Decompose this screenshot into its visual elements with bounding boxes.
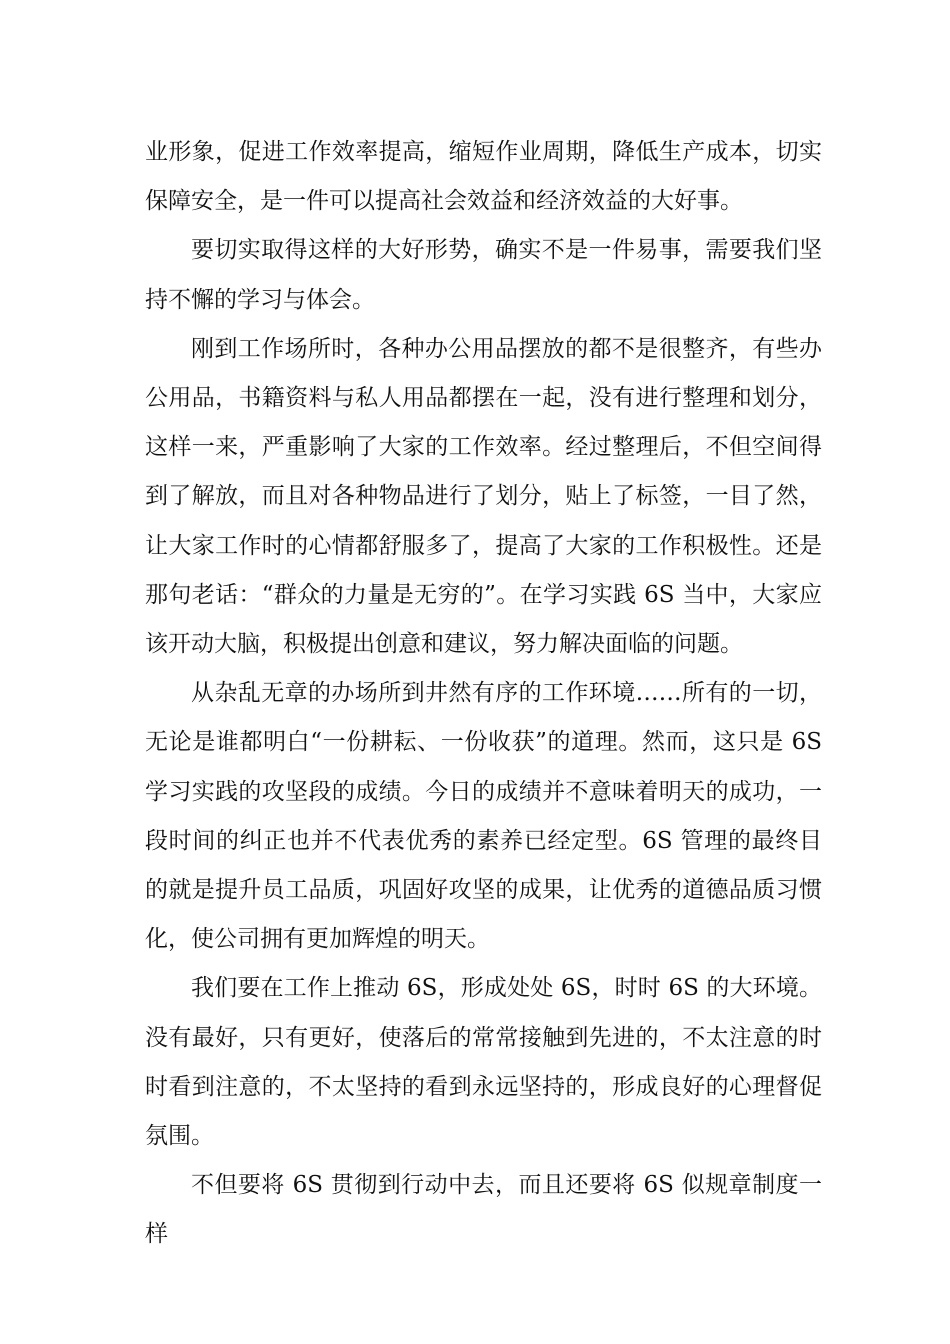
paragraph-3: 刚到工作场所时，各种办公用品摆放的都不是很整齐，有些办公用品，书籍资料与私人用品都摆在一起，没有进行整理和划分，这样一来，严重影响了大家的工作效率。经过整理后，不但空间得到了解放，而且对各种物品进行了划分，贴上了标签，一目了然，让大家工作时的心情都舒服多了，提高了大家的工作积极性。还是那句老话：“群众的力量是无穷的”。在学习实践 6S 当中，大家应该开动大脑，积极提出创意和建议，努力解决面临的问题。: [145, 335, 822, 658]
paragraph-5: 我们要在工作上推动 6S，形成处处 6S，时时 6S 的大环境。没有最好，只有更好，使落后的常常接触到先进的，不太注意的时时看到注意的，不太坚持的看到永远坚持的，形成良好的心理督促氛围。: [145, 975, 822, 1150]
paragraph-6: 不但要将 6S 贯彻到行动中去，而且还要将 6S 似规章制度一样: [145, 1172, 822, 1248]
paragraph-4: 从杂乱无章的办场所到井然有序的工作环境……所有的一切，无论是谁都明白“一份耕耘、一份收获”的道理。然而，这只是 6S 学习实践的攻坚段的成绩。今日的成绩并不意味着明天的成功，一段时间的纠正也并不代表优秀的素养已经定型。6S 管理的最终目的就是提升员工品质，巩固好攻坚的成果，让优秀的道德品质习惯化，使公司拥有更加辉煌的明天。: [145, 680, 822, 953]
document-body: [145, 128, 822, 1260]
paragraph-2: 要切实取得这样的大好形势，确实不是一件易事，需要我们坚持不懈的学习与体会。: [145, 237, 822, 313]
paragraph-1: 业形象，促进工作效率提高，缩短作业周期，降低生产成本，切实保障安全，是一件可以提高社会效益和经济效益的大好事。: [145, 139, 822, 215]
